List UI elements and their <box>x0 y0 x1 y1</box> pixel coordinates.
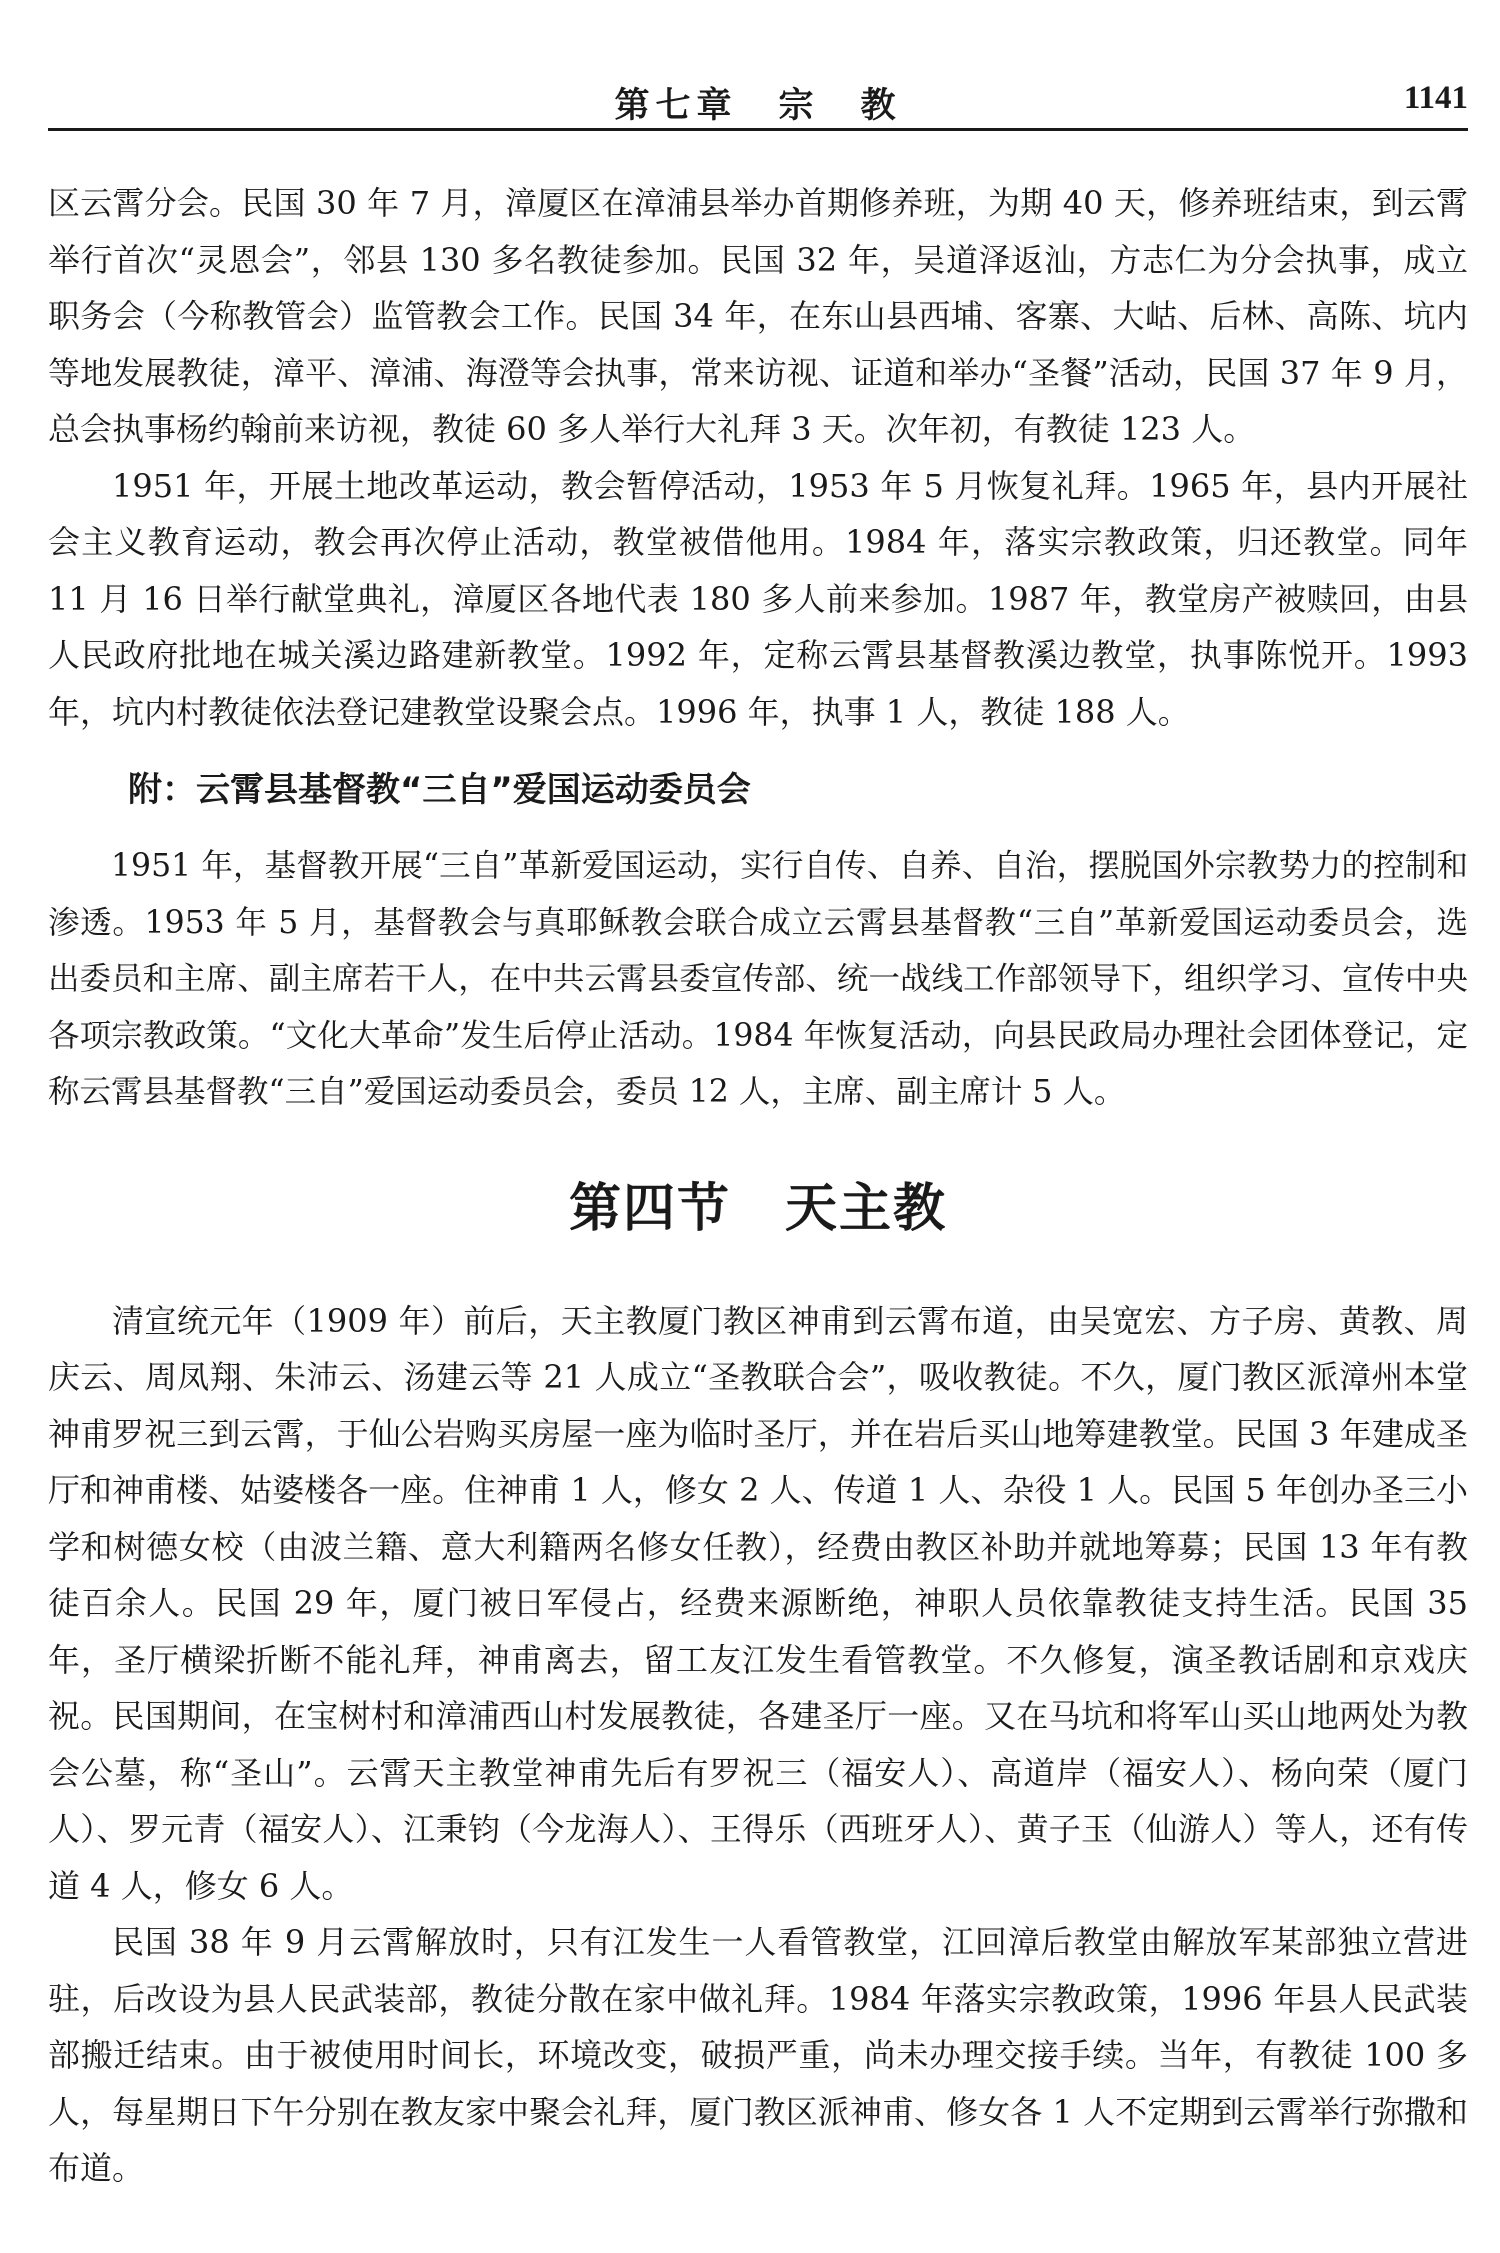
body-text <box>48 175 1468 2197</box>
section-title: 第四节 天主教 <box>568 1177 947 1239</box>
chapter-title: 第七章 宗 教 <box>614 85 902 126</box>
running-header <box>48 78 1468 131</box>
paragraph-protestant-continued-1: 区云霄分会。民国 30 年 7 月，漳厦区在漳浦县举办首期修养班，为期 40 天，修养班结束，到云霄举行首次“灵恩会”，邻县 130 多名教徒参加。民国 32 年，吴道泽返汕，方志仁为分会执事，成立职务会（今称教管会）监管教会工作。民国 34 年，在东山县西埔、客寨、大岵、后林、高陈、坑内等地发展教徒，漳平、漳浦、海澄等会执事，常来访视、证道和举办“圣餐”活动，民国 37 年 9 月，总会执事杨约翰前来访视，教徒 60 多人举行大礼拜 3 天。次年初，有教徒 123 人。 <box>48 184 1468 448</box>
paragraph-catholic-1: 清宣统元年（1909 年）前后，天主教厦门教区神甫到云霄布道，由吴宽宏、方子房、黄教、周庆云、周凤翔、朱沛云、汤建云等 21 人成立“圣教联合会”，吸收教徒。不久，厦门教区派漳州本堂神甫罗祝三到云霄，于仙公岩购买房屋一座为临时圣厅，并在岩后买山地筹建教堂。民国 3 年建成圣厅和神甫楼、姑婆楼各一座。住神甫 1 人，修女 2 人、传道 1 人、杂役 1 人。民国 5 年创办圣三小学和树德女校（由波兰籍、意大利籍两名修女任教），经费由教区补助并就地筹募；民国 13 年有教徒百余人。民国 29 年，厦门被日军侵占，经费来源断绝，神职人员依靠教徒支持生活。民国 35 年，圣厅横梁折断不能礼拜，神甫离去，留工友江发生看管教堂。不久修复，演圣教话剧和京戏庆祝。民国期间，在宝树村和漳浦西山村发展教徒，各建圣厅一座。又在马坑和将军山买山地两处为教会公墓，称“圣山”。云霄天主教堂神甫先后有罗祝三（福安人）、高道岸（福安人）、杨向荣（厦门人）、罗元青（福安人）、江秉钧（今龙海人）、王得乐（西班牙人）、黄子玉（仙游人）等人，还有传道 4 人，修女 6 人。 <box>48 1301 1468 1905</box>
appendix-heading: 附：云霄县基督教“三自”爱国运动委员会 <box>128 770 751 810</box>
appendix-section <box>48 760 1468 1121</box>
page-number: 1141 <box>1403 80 1468 116</box>
appendix-paragraph: 1951 年，基督教开展“三自”革新爱国运动，实行自传、自养、自治，摆脱国外宗教势力的控制和渗透。1953 年 5 月，基督教会与真耶稣教会联合成立云霄县基督教“三自”革新爱国运动委员会，选出委员和主席、副主席若干人，在中共云霄县委宣传部、统一战线工作部领导下，组织学习、宣传中央各项宗教政策。“文化大革命”发生后停止活动。1984 年恢复活动，向县民政局办理社会团体登记，定称云霄县基督教“三自”爱国运动委员会，委员 12 人，主席、副主席计 5 人。 <box>48 848 1468 1110</box>
paragraph-catholic-2: 民国 38 年 9 月云霄解放时，只有江发生一人看管教堂，江回漳后教堂由解放军某部独立营进驻，后改设为县人民武装部，教徒分散在家中做礼拜。1984 年落实宗教政策，1996 年县人民武装部搬迁结束。由于被使用时间长，环境改变，破损严重，尚未办理交接手续。当年，有教徒 100 多人，每星期日下午分别在教友家中聚会礼拜，厦门教区派神甫、修女各 1 人不定期到云霄举行弥撒和布道。 <box>48 1923 1468 2187</box>
paragraph-protestant-continued-2: 1951 年，开展土地改革运动，教会暂停活动，1953 年 5 月恢复礼拜。1965 年，县内开展社会主义教育运动，教会再次停止活动，教堂被借他用。1984 年，落实宗教政策，归还教堂。同年 11 月 16 日举行献堂典礼，漳厦区各地代表 180 多人前来参加。1987 年，教堂房产被赎回，由县人民政府批地在城关溪边路建新教堂。1992 年，定称云霄县基督教溪边教堂，执事陈悦开。1993 年，坑内村教徒依法登记建教堂设聚会点。1996 年，执事 1 人，教徒 188 人。 <box>48 466 1468 731</box>
